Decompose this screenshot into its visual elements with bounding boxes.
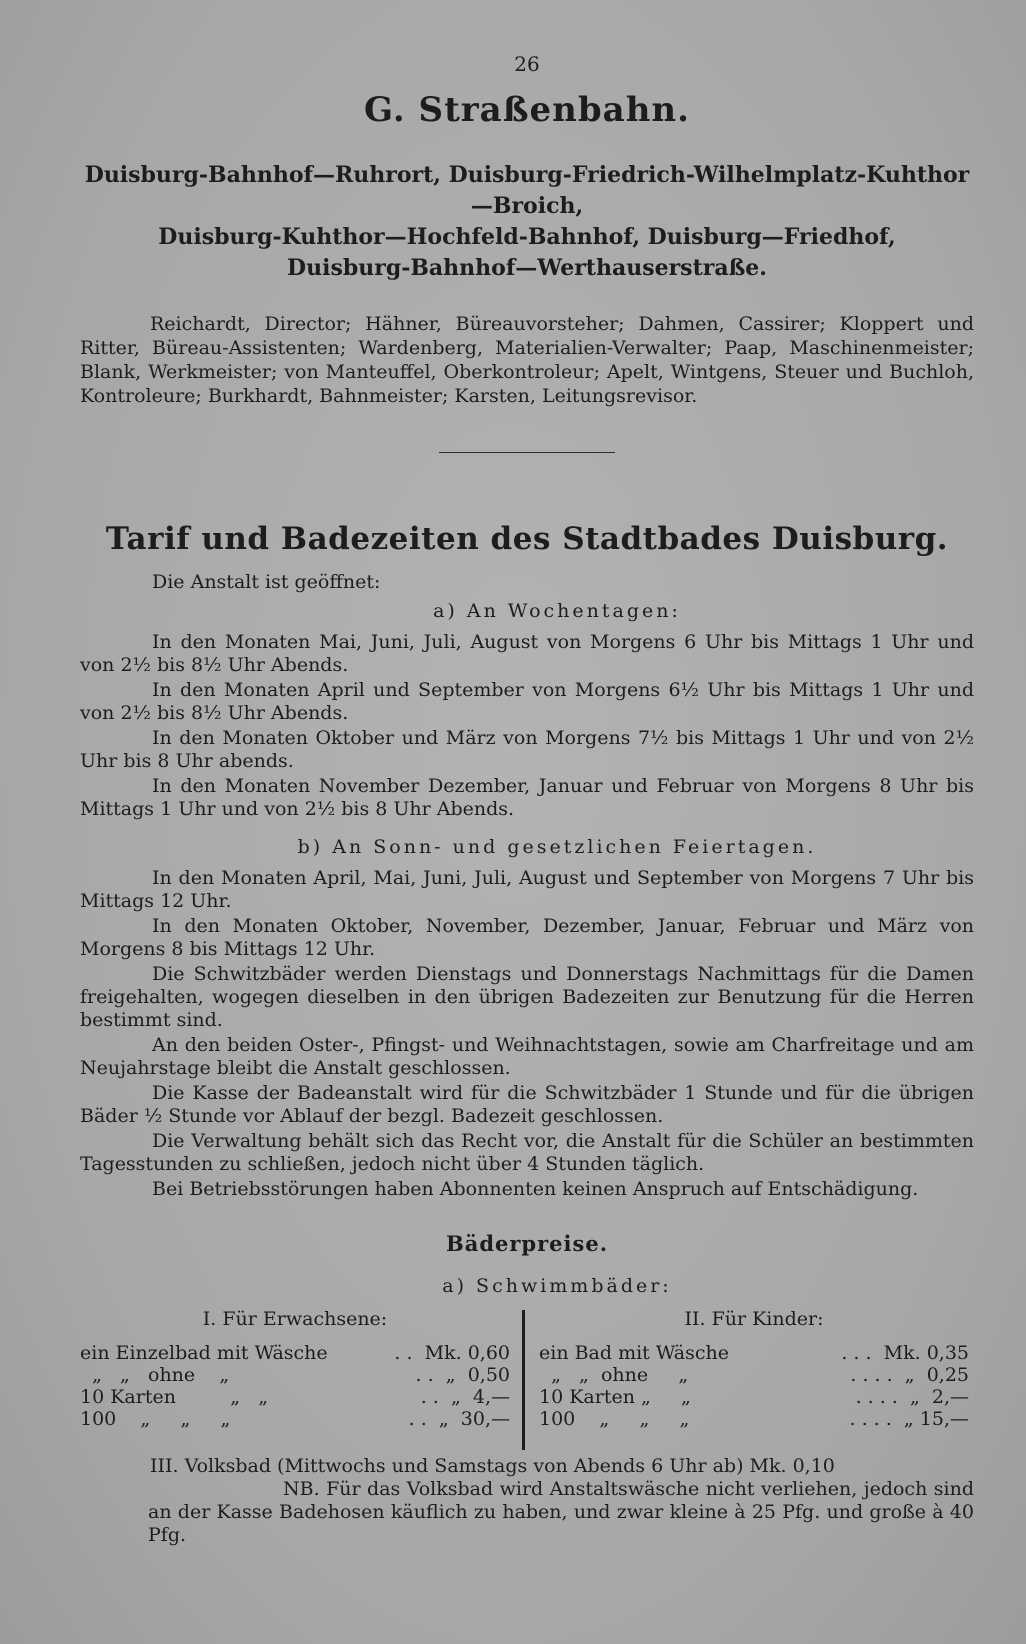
adults-column bbox=[80, 1308, 510, 1450]
price-label: 100 „ „ „ bbox=[539, 1408, 690, 1430]
holiday-paragraph: Die Verwaltung behält sich das Recht vor, die Anstalt für die Schüler an bestimmten Tagesstunden zu schließen, jedoch nicht über 4 Stunden täglich. bbox=[80, 1130, 974, 1175]
holiday-paragraph: In den Monaten April, Mai, Juni, Juli, August und September von Morgens 7 Uhr bis Mittags 12 Uhr. bbox=[80, 867, 974, 912]
price-label: „ „ ohne „ bbox=[539, 1364, 689, 1386]
holiday-paragraph: An den beiden Oster-, Pfingst- und Weihnachtstagen, sowie am Charfreitage und am Neujahrstage bleibt die Anstalt geschlossen. bbox=[80, 1034, 974, 1079]
route-line: Duisburg-Bahnhof—Ruhrort, Duisburg-Friedrich-Wilhelmplatz-Kuhthor—Broich, bbox=[84, 162, 970, 219]
price-value: „ 30,— bbox=[438, 1408, 510, 1430]
price-row bbox=[539, 1342, 969, 1364]
holiday-paragraph: Bei Betriebsstörungen haben Abonnenten keinen Anspruch auf Entschädigung. bbox=[152, 1178, 919, 1200]
price-label: 10 Karten „ „ bbox=[539, 1386, 691, 1408]
opening-intro: Die Anstalt ist geöffnet: bbox=[152, 571, 381, 593]
price-value: Mk. 0,60 bbox=[424, 1342, 510, 1364]
price-row bbox=[80, 1386, 510, 1408]
price-dots: . . bbox=[415, 1364, 434, 1386]
price-dots: . . . . bbox=[855, 1386, 898, 1408]
price-row bbox=[539, 1364, 969, 1386]
route-line: Duisburg-Bahnhof—Werthauserstraße. bbox=[287, 255, 767, 281]
holidays-heading: b) An Sonn- und gesetzlichen Feiertagen. bbox=[297, 836, 817, 858]
price-dots: . . . . bbox=[849, 1408, 892, 1430]
holiday-paragraph: Die Kasse der Badeanstalt wird für die Schwitzbäder 1 Stunde und für die übrigen Bäder ½ Stunde vor Ablauf der bezgl. Badezeit geschlossen. bbox=[80, 1082, 974, 1127]
price-dots: . . bbox=[408, 1408, 427, 1430]
price-dots: . . . bbox=[841, 1342, 872, 1364]
price-value: Mk. 0,35 bbox=[883, 1342, 969, 1364]
price-dots: . . . . bbox=[850, 1364, 893, 1386]
children-column bbox=[525, 1308, 969, 1450]
weekday-paragraph: In den Monaten April und September von Morgens 6½ Uhr bis Mittags 1 Uhr und von 2½ bis 8½ Uhr Abends. bbox=[80, 679, 974, 724]
children-heading: II. Für Kinder: bbox=[684, 1308, 824, 1330]
separator-rule bbox=[439, 452, 615, 453]
holiday-paragraph: In den Monaten Oktober, November, Dezember, Januar, Februar und März von Morgens 8 bis Mittags 12 Uhr. bbox=[80, 915, 974, 960]
price-label: „ „ ohne „ bbox=[80, 1364, 230, 1386]
price-row bbox=[80, 1342, 510, 1364]
price-table bbox=[80, 1308, 974, 1450]
swim-heading: a) Schwimmbäder: bbox=[442, 1275, 672, 1297]
price-value: „ 15,— bbox=[903, 1408, 969, 1430]
tarif-title: Tarif und Badezeiten des Stadtbades Duisburg. bbox=[105, 521, 949, 557]
price-row bbox=[80, 1364, 510, 1386]
route-line: Duisburg-Kuhthor—Hochfeld-Bahnhof, Duisburg—Friedhof, bbox=[158, 224, 896, 250]
section-title: G. Straßenbahn. bbox=[364, 90, 690, 130]
weekday-paragraph: In den Monaten Mai, Juni, Juli, August von Morgens 6 Uhr bis Mittags 1 Uhr und von 2½ bis 8½ Uhr Abends. bbox=[80, 631, 974, 676]
price-label: ein Bad mit Wäsche bbox=[539, 1342, 729, 1364]
price-value: „ 0,25 bbox=[904, 1364, 969, 1386]
price-value: „ 2,— bbox=[909, 1386, 969, 1408]
price-label: 100 „ „ „ bbox=[80, 1408, 231, 1430]
price-dots: . . bbox=[394, 1342, 413, 1364]
routes-block bbox=[80, 160, 974, 284]
weekday-paragraph: In den Monaten Oktober und März von Morgens 7½ bis Mittags 1 Uhr und von 2½ Uhr bis 8 Uhr abends. bbox=[80, 727, 974, 772]
page-number: 26 bbox=[514, 52, 540, 76]
holiday-paragraph: Die Schwitzbäder werden Dienstags und Donnerstags Nachmittags für die Damen freigehalten, wogegen dieselben in den übrigen Badezeiten zur Benutzung für die Herren bestimmt sind. bbox=[80, 963, 974, 1031]
weekdays-heading: a) An Wochentagen: bbox=[433, 600, 681, 622]
volksbad-line: III. Volksbad (Mittwochs und Samstags von Abends 6 Uhr ab) Mk. 0,10 bbox=[150, 1455, 835, 1477]
price-value: „ 0,50 bbox=[445, 1364, 510, 1386]
prices-title: Bäderpreise. bbox=[445, 1231, 609, 1256]
price-label: 10 Karten „ „ bbox=[80, 1386, 269, 1408]
price-dots: . . bbox=[420, 1386, 439, 1408]
price-row bbox=[539, 1408, 969, 1430]
weekday-paragraph: In den Monaten November Dezember, Januar und Februar von Morgens 8 Uhr bis Mittags 1 Uhr und von 2½ bis 8 Uhr Abends. bbox=[80, 775, 974, 820]
staff-list: Reichardt, Director; Hähner, Büreauvorsteher; Dahmen, Cassirer; Kloppert und Ritter, Büreau-Assistenten; Wardenberg, Materialien-Verwalter; Paap, Maschinenmeister; Blank, Werkmeister; von Manteuffel, Oberkontroleur; Apelt, Wintgens, Steuer und Buchloh, Kontroleure; Burkhardt, Bahnmeister; Karsten, Leitungsrevisor. bbox=[80, 313, 974, 407]
nb-note: NB. Für das Volksbad wird Anstaltswäsche nicht verliehen, jedoch sind an der Kasse Badehosen käuflich zu haben, und zwar kleine à 25 Pfg. und große à 40 Pfg. bbox=[148, 1478, 974, 1546]
adults-heading: I. Für Erwachsene: bbox=[202, 1308, 388, 1330]
price-label: ein Einzelbad mit Wäsche bbox=[80, 1342, 328, 1364]
price-row bbox=[80, 1408, 510, 1430]
price-row bbox=[539, 1386, 969, 1408]
price-value: „ 4,— bbox=[450, 1386, 510, 1408]
